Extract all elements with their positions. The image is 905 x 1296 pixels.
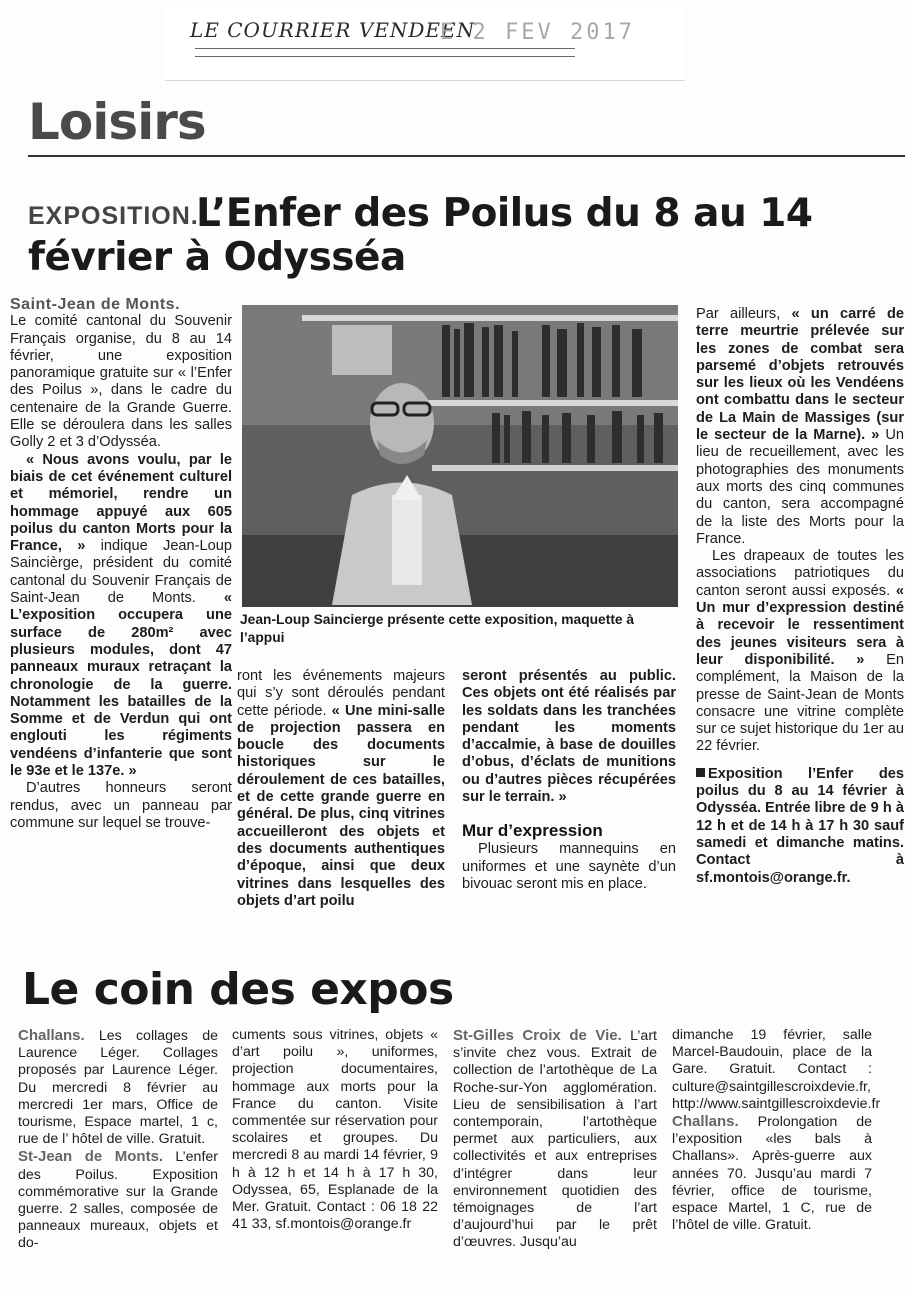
listing-text: Les collages de Laurence Léger. Collages proposés par Laurence Léger. Du mercredi 8 février au mercredi 1er mars, Office de tourisme, Espace martel, 1 c, rue de l’ hôtel de ville. Gratuit. bbox=[18, 1028, 218, 1148]
article-paragraph bbox=[237, 668, 445, 910]
header-underline-2 bbox=[195, 56, 575, 57]
body-text: Un lieu de recueillement, avec les photographies des monuments aux morts des cinq communes du canton, sera accompagné de la liste des Morts pour la France. bbox=[696, 427, 904, 547]
article-paragraph bbox=[696, 306, 904, 548]
quote-text: « Une mini-salle de projection passera en boucle des documents historiques sur le déroulement de ces batailles, et de cette grande guerre en général. De plus, cinq vitrines accueilleront des objets et des documents authentiques d’époque, ainsi que deux vitrines dans lesquelles des objets d’art poilu bbox=[237, 702, 445, 909]
quote-text: « un carré de terre meurtrie prélevée sur les zones de combat sera parsemé d’objets retrouvés sur les lieux où les Vendéens ont combattu dans le secteur de La Main de Massiges (sur le secteur de la Marne). » bbox=[696, 306, 904, 444]
article-quote-paragraph bbox=[10, 452, 232, 781]
article-photo bbox=[242, 305, 678, 607]
info-text: Exposition l’Enfer des poilus du 8 au 14 février à Odysséa. Entrée libre de 9 h à 12 h et de 14 h à 17 h 30 sauf samedi et dimanche matins. Contact à sf.montois@orange.fr. bbox=[696, 765, 904, 886]
section-title: Loisirs bbox=[28, 93, 206, 151]
listing-place: St-Jean de Monts. bbox=[18, 1148, 164, 1166]
body-text: Par ailleurs, bbox=[696, 306, 781, 322]
photo-illustration bbox=[242, 305, 678, 607]
article-dateline: Saint-Jean de Monts. bbox=[10, 296, 181, 313]
expos-column-3 bbox=[453, 1027, 657, 1252]
article-column-1 bbox=[10, 296, 232, 832]
listing-text: Prolongation de l’exposition «les bals à Challans». Après-guerre aux années 70. Jusqu’au mardi 7 février, office de tourisme, espace Martel, 1 C, rue de l’hôtel de ville. Gratuit. bbox=[672, 1114, 872, 1234]
article-paragraph: D’autres honneurs seront rendus, avec un panneau par commune sur lequel se trouve- bbox=[10, 780, 232, 831]
header-underline bbox=[195, 48, 575, 49]
article-column-4 bbox=[696, 306, 904, 887]
listing-text: cuments sous vitrines, objets « d’art poilu », uniformes, projection documentaires, hommage aux morts pour la France du canton. Visite commentée sur réservation pour scolaires et groupes. Du mercredi 8 au mardi 14 février, 9 h à 12 h et 14 h à 17 h 30, Odyssea, 65, Esplanade de la Mer. Gratuit. Contact : 06 18 22 41 33, sf.montois@orange.fr bbox=[232, 1027, 438, 1233]
quote-text: « L’exposition occupera une surface de 280m² avec plusieurs modules, dont 47 panneaux muraux retraçant la chronologie de la guerre. Notamment les batailles de la Somme et de Verdun qui ont englouti les régiments vendéens d’infanterie que sont le 93e et le 137e. » bbox=[10, 590, 232, 780]
expos-column-4 bbox=[672, 1027, 881, 1234]
expos-title: Le coin des expos bbox=[22, 964, 454, 1015]
listing-place: Challans. bbox=[18, 1027, 85, 1044]
expos-column-2 bbox=[232, 1027, 438, 1233]
article-paragraph: Plusieurs mannequins en uniformes et une saynète d’un bivouac seront mis en place. bbox=[462, 841, 676, 892]
section-rule bbox=[28, 155, 905, 157]
date-stamp: E 2 FEV 2017 bbox=[440, 20, 635, 45]
article-kicker: EXPOSITION. bbox=[28, 202, 199, 230]
article-column-2 bbox=[237, 668, 445, 910]
listing bbox=[672, 1113, 872, 1234]
info-box bbox=[696, 766, 904, 887]
expos-column-1 bbox=[18, 1027, 218, 1253]
article-column-3 bbox=[462, 668, 676, 893]
listing bbox=[453, 1027, 657, 1252]
listing bbox=[18, 1027, 218, 1148]
listing bbox=[18, 1148, 218, 1252]
body-text: En complément, la Maison de la presse de Saint-Jean de Monts consacre une vitrine complète sur ce sujet historique du 1er au 22 février. bbox=[696, 651, 904, 755]
quote-text: « Un mur d’expression destiné à recevoir le ressentiment des jeunes visiteurs sera à leur disponibilité. » bbox=[696, 582, 904, 668]
body-text: Les drapeaux de toutes les associations patriotiques du canton seront aussi exposés. bbox=[696, 548, 904, 599]
listing-place: Challans. bbox=[672, 1113, 739, 1131]
article-paragraph bbox=[696, 548, 904, 756]
listing-text: L’art s’invite chez vous. Extrait de collection de l’artothèque de La Roche-sur-Yon agglomération. Lieu de sensibilisation à l’art contemporain, l’artothèque permet aux particuliers, aux collectivités et aux entreprises d’intégrer dans leur environnement quotidien des témoignages de l’art d’aujourd’hui par le prêt d’œuvres. Jusqu’au bbox=[453, 1028, 657, 1251]
photo-caption: Jean-Loup Saincierge présente cette exposition, maquette à l’appui bbox=[240, 612, 635, 645]
article-subhead: Mur d’expression bbox=[462, 821, 603, 841]
listing-text: L’enfer des Poilus. Exposition commémorative sur la Grande guerre. 2 salles, composée de panneaux mureaux, objets et do- bbox=[18, 1149, 218, 1252]
publication-handwritten: LE COURRIER VENDEEN bbox=[190, 18, 476, 42]
quote-text: seront présentés au public. Ces objets ont été réalisés par les soldats dans les tranchées pendant les moments d’accalmie, à base de douilles d’obus, d’éclats de munitions ou d’autres pièces récupérées sur le terrain. » bbox=[462, 668, 676, 806]
article-paragraph: Le comité cantonal du Souvenir Français organise, du 8 au 14 février, une exposition panoramique gratuite sur « l’Enfer des Poilus », dans le cadre du centenaire de la Grande Guerre. Elle se déroulera dans les salles Golly 2 et 3 d’Odysséa. bbox=[10, 313, 232, 451]
body-text: ront les événements majeurs qui s’y sont déroulés pendant cette période. bbox=[237, 668, 445, 719]
listing-text: dimanche 19 février, salle Marcel-Baudouin, place de la Gare. Gratuit. Contact : culture@saintgillescroixdevie.fr, http://www.saintgillescroixdevie.fr bbox=[672, 1027, 881, 1112]
listing-place: St-Gilles Croix de Vie. bbox=[453, 1027, 622, 1044]
bullet-square-icon bbox=[696, 768, 705, 777]
article-headline: L’Enfer des Poilus du 8 au 14 février à Odysséa bbox=[28, 191, 813, 280]
quote-text: « Nous avons voulu, par le biais de cet événement culturel et mémoriel, rendre un hommage appuyé aux 605 poilus du canton Morts pour la France, » bbox=[10, 451, 232, 555]
attribution-text: indique Jean-Loup Saincièrge, président du comité cantonal du Souvenir Français de Saint-Jean de Monts. bbox=[10, 538, 232, 607]
